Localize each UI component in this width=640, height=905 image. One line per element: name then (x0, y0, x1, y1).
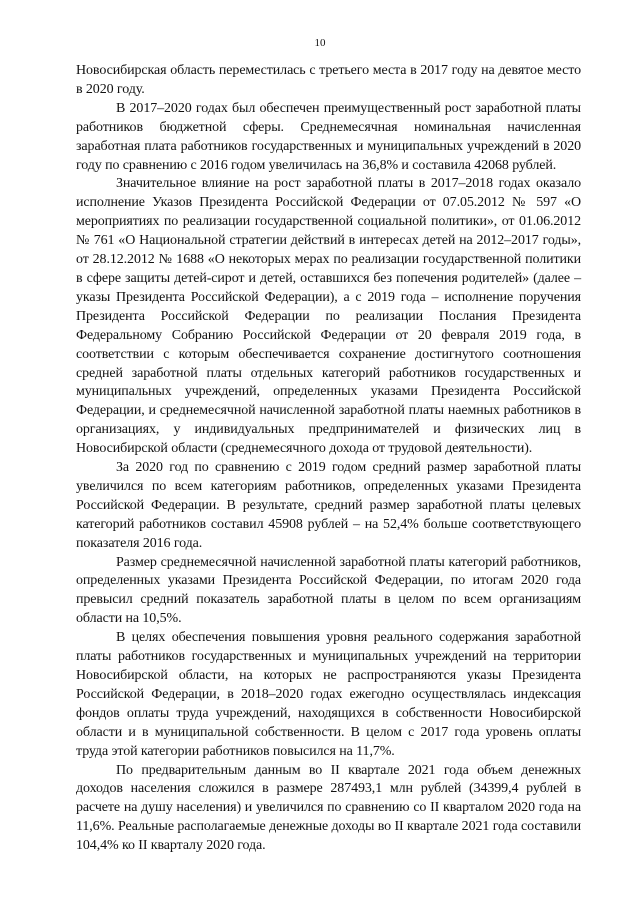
paragraph-3: Значительное влияние на рост заработной платы в 2017–2018 годах оказало исполнение Указов Президента Российской Федерации от 07.05.2012 № 597 «О мероприятиях по реализации государственной социальной политики», от 01.06.2012 № 761 «О Национальной стратегии действий в интересах детей на 2012–2017 годы», от 28.12.2012 № 1688 «О некоторых мерах по реализации государственной политики в сфере защиты детей-сирот и детей, оставшихся без попечения родителей» (далее – указы Президента Российской Федерации), а с 2019 года – исполнение поручения Президента Российской Федерации по реализации Послания Президента Федеральному Собранию Российской Федерации от 20 февраля 2019 года, в соответствии с которым обеспечивается сохранение достигнутого соотношения средней заработной платы отдельных категорий работников государственных и муниципальных учреждений, определенных указами Президента Российской Федерации, и среднемесячной начисленной заработной платы наемных работников в организациях, у индивидуальных предпринимателей и физических лиц в Новосибирской области (среднемесячного дохода от трудовой деятельности). (76, 176, 581, 457)
paragraph-2: В 2017–2020 годах был обеспечен преимущественный рост заработной платы работников бюджетной сферы. Среднемесячная номинальная начисленная заработная плата работников государственных и муниципальных учреждений в 2020 году по сравнению с 2016 годом увеличилась на 36,8% и составила 42068 рублей. (76, 100, 581, 173)
page-number: 10 (314, 37, 326, 49)
paragraph-1: Новосибирская область переместилась с третьего места в 2017 году на девятое место в 2020 году. (76, 63, 581, 97)
document-body (76, 62, 581, 856)
paragraph-6: В целях обеспечения повышения уровня реального содержания заработной платы работников государственных и муниципальных учреждений на территории Новосибирской области, на которых не распространяются указы Президента Российской Федерации, в 2018–2020 годах ежегодно осуществлялась индексация фондов оплаты труда учреждений, находящихся в собственности Новосибирской области и в муниципальной собственности. В целом с 2017 года уровень оплаты труда этой категории работников повысился на 11,7%. (76, 630, 581, 759)
paragraph-5: Размер среднемесячной начисленной заработной платы категорий работников, определенных указами Президента Российской Федерации, по итогам 2020 года превысил средний показатель заработной платы в целом по всем организациям области на 10,5%. (76, 554, 581, 627)
paragraph-4: За 2020 год по сравнению с 2019 годом средний размер заработной платы увеличился по всем категориям работников, определенных указами Президента Российской Федерации. В результате, средний размер заработной платы целевых категорий работников составил 45908 рублей – на 52,4% больше соответствующего показателя 2016 года. (76, 460, 581, 551)
paragraph-7: По предварительным данным во II квартале 2021 года объем денежных доходов населения сложился в размере 287493,1 млн рублей (34399,4 рублей в расчете на душу населения) и увеличился по сравнению со II кварталом 2020 года на 11,6%. Реальные располагаемые денежные доходы во II квартале 2021 года составили 104,4% ко II кварталу 2020 года. (76, 762, 581, 854)
